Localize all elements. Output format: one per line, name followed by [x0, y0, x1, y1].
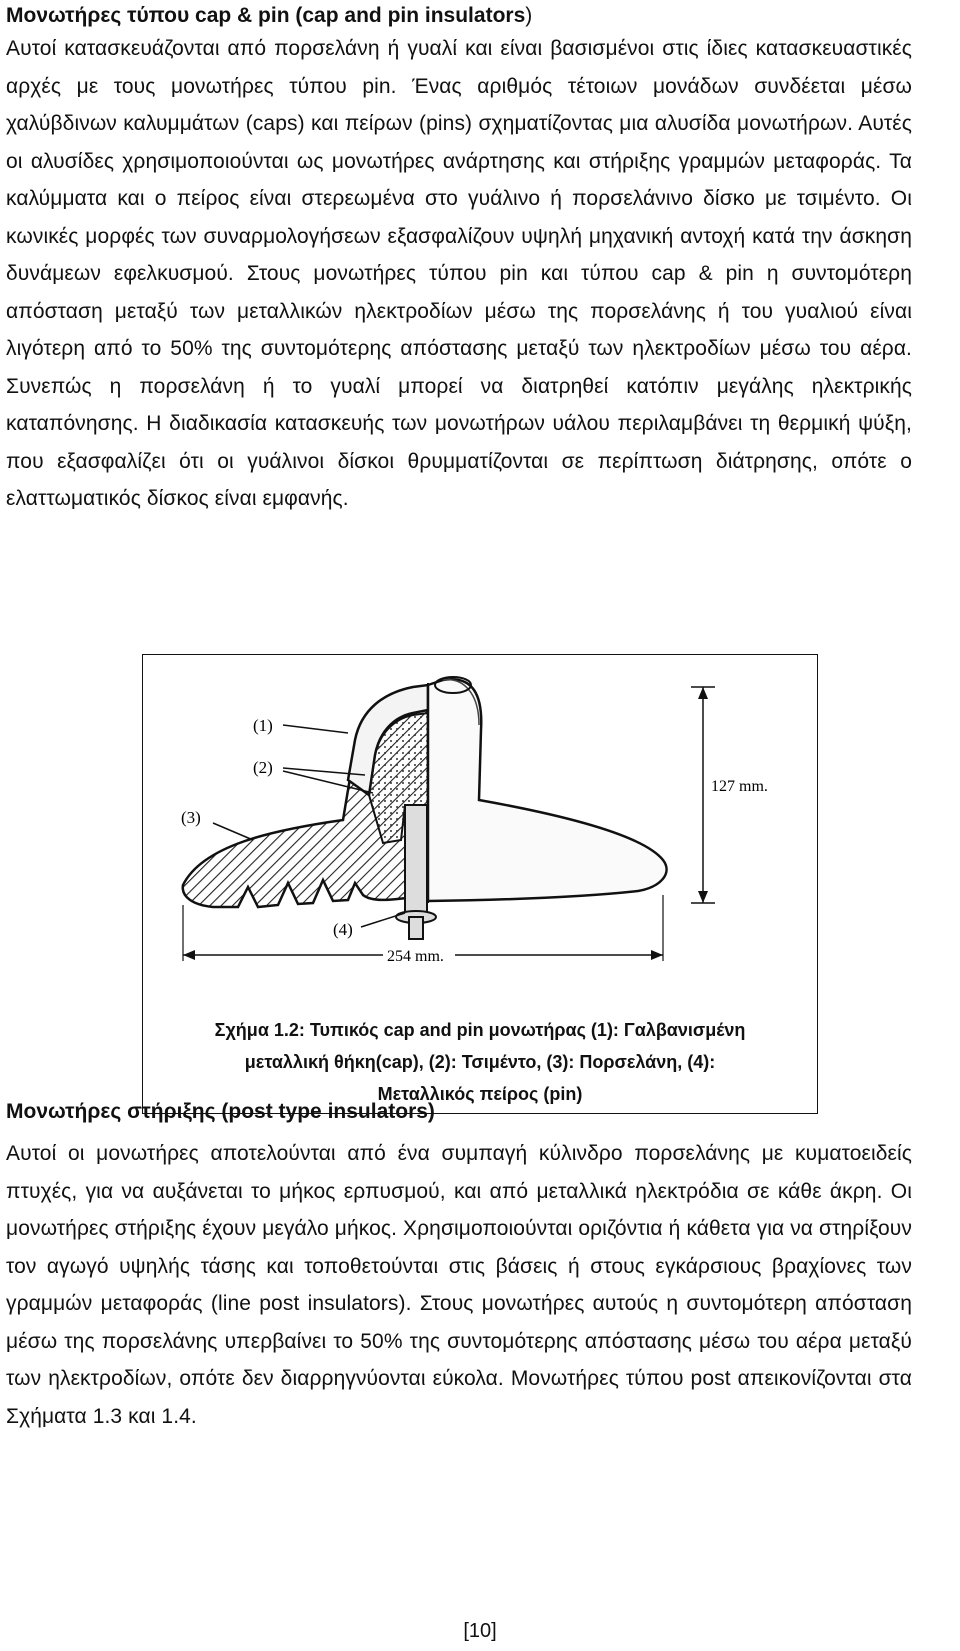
figure-caption-line-1: Σχήμα 1.2: Τυπικός cap and pin μονωτήρας (1): Γαλβανισμένη — [214, 1020, 746, 1040]
label-3: (3) — [181, 808, 201, 827]
section-heading-post-type: Μονωτήρες στήριξης (post type insulators) — [6, 1100, 435, 1123]
figure-caption-line-3: Μεταλλικός πείρος (pin) — [377, 1084, 583, 1104]
label-4: (4) — [333, 920, 353, 939]
page-number: [10] — [463, 1620, 497, 1642]
dimension-width-label: 254 mm. — [387, 948, 444, 965]
insulator-diagram — [143, 655, 819, 1011]
label-1: (1) — [253, 716, 273, 735]
figure-caption-line-2: μεταλλική θήκη(cap), (2): Τσιμέντο, (3): Πορσελάνη, (4): — [244, 1052, 716, 1072]
section-body-post-type: Αυτοί οι μονωτήρες αποτελούνται από ένα συμπαγή κύλινδρο πορσελάνης με κυματοειδείς πτυχές, για να αυξάνεται το μήκος ερπυσμού, και από μεταλλικά ηλεκτρόδια σε κάθε άκρη. Οι μονωτήρες στήριξης έχουν μεγάλο μήκος. Χρησιμοποιούνται οριζόντια ή κάθετα για να στηρίξουν τον αγωγό υψηλής τάσης και τοποθετούνται στις βάσεις ή στους εγκάρσιους βραχίονες των γραμμών μεταφοράς (line post insulators). Στους μονωτήρες αυτούς η συντομότερη απόσταση μέσω της πορσελάνης υπερβαίνει το 50% της συντομότερης απόστασης μέσω του αέρα μεταξύ των ηλεκτροδίων, οπότε δεν διαρρηγνύονται εύκολα. Μονωτήρες τύπου post απεικονίζονται στα Σχήματα 1.3 και 1.4. — [6, 1142, 912, 1428]
metal-pin — [405, 805, 427, 915]
section-heading-cap-pin-tail: ) — [525, 4, 533, 27]
porcelain-exterior — [428, 679, 667, 901]
section-heading-cap-pin-text: Μονωτήρες τύπου cap & pin (cap and pin insulators — [6, 4, 526, 27]
section-body-cap-pin: Αυτοί κατασκευάζονται από πορσελάνη ή γυαλί και είναι βασισμένοι στις ίδιες κατασκευαστικές αρχές με τους μονωτήρες τύπου pin. Ένας αριθμός τέτοιων μονάδων συνδέεται μέσω χαλύβδινων καλυμμάτων (caps) και πείρων (pins) σχηματίζοντας μια αλυσίδα μονωτήρων. Αυτές οι αλυσίδες χρησιμοποιούνται ως μονωτήρες ανάρτησης και στήριξης γραμμών μεταφοράς. Τα καλύμματα και ο πείρος είναι στερεωμένα στο γυάλινο ή πορσελάνινο δίσκο με τσιμέντο. Οι κωνικές μορφές των συναρμολογήσεων εξασφαλίζουν υψηλή μηχανική αντοχή κατά την άσκηση δυνάμεων εφελκυσμού. Στους μονωτήρες τύπου pin και τύπου cap & pin η συντομότερη απόσταση μεταξύ των μεταλλικών ηλεκτροδίων μέσω της πορσελάνης ή του γυαλιού είναι λιγότερη από το 50% της συντομότερης απόστασης μεταξύ των ηλεκτροδίων μέσω του αέρα. Συνεπώς η πορσελάνη ή το γυαλί μπορεί να διατρηθεί κατόπιν μεγάλης ηλεκτρικής καταπόνησης. Η διαδικασία κατασκευής των μονωτήρων υάλου περιλαμβάνει τη θερμική ψύξη, που εξασφαλίζει ότι οι γυάλινοι δίσκοι θρυμματίζονται σε περίπτωση διάτρησης, οπότε ο ελαττωματικός δίσκος είναι εμφανής. — [6, 37, 912, 510]
section-heading-cap-pin — [6, 2, 532, 30]
label-2: (2) — [253, 758, 273, 777]
dimension-height-label: 127 mm. — [711, 778, 768, 795]
